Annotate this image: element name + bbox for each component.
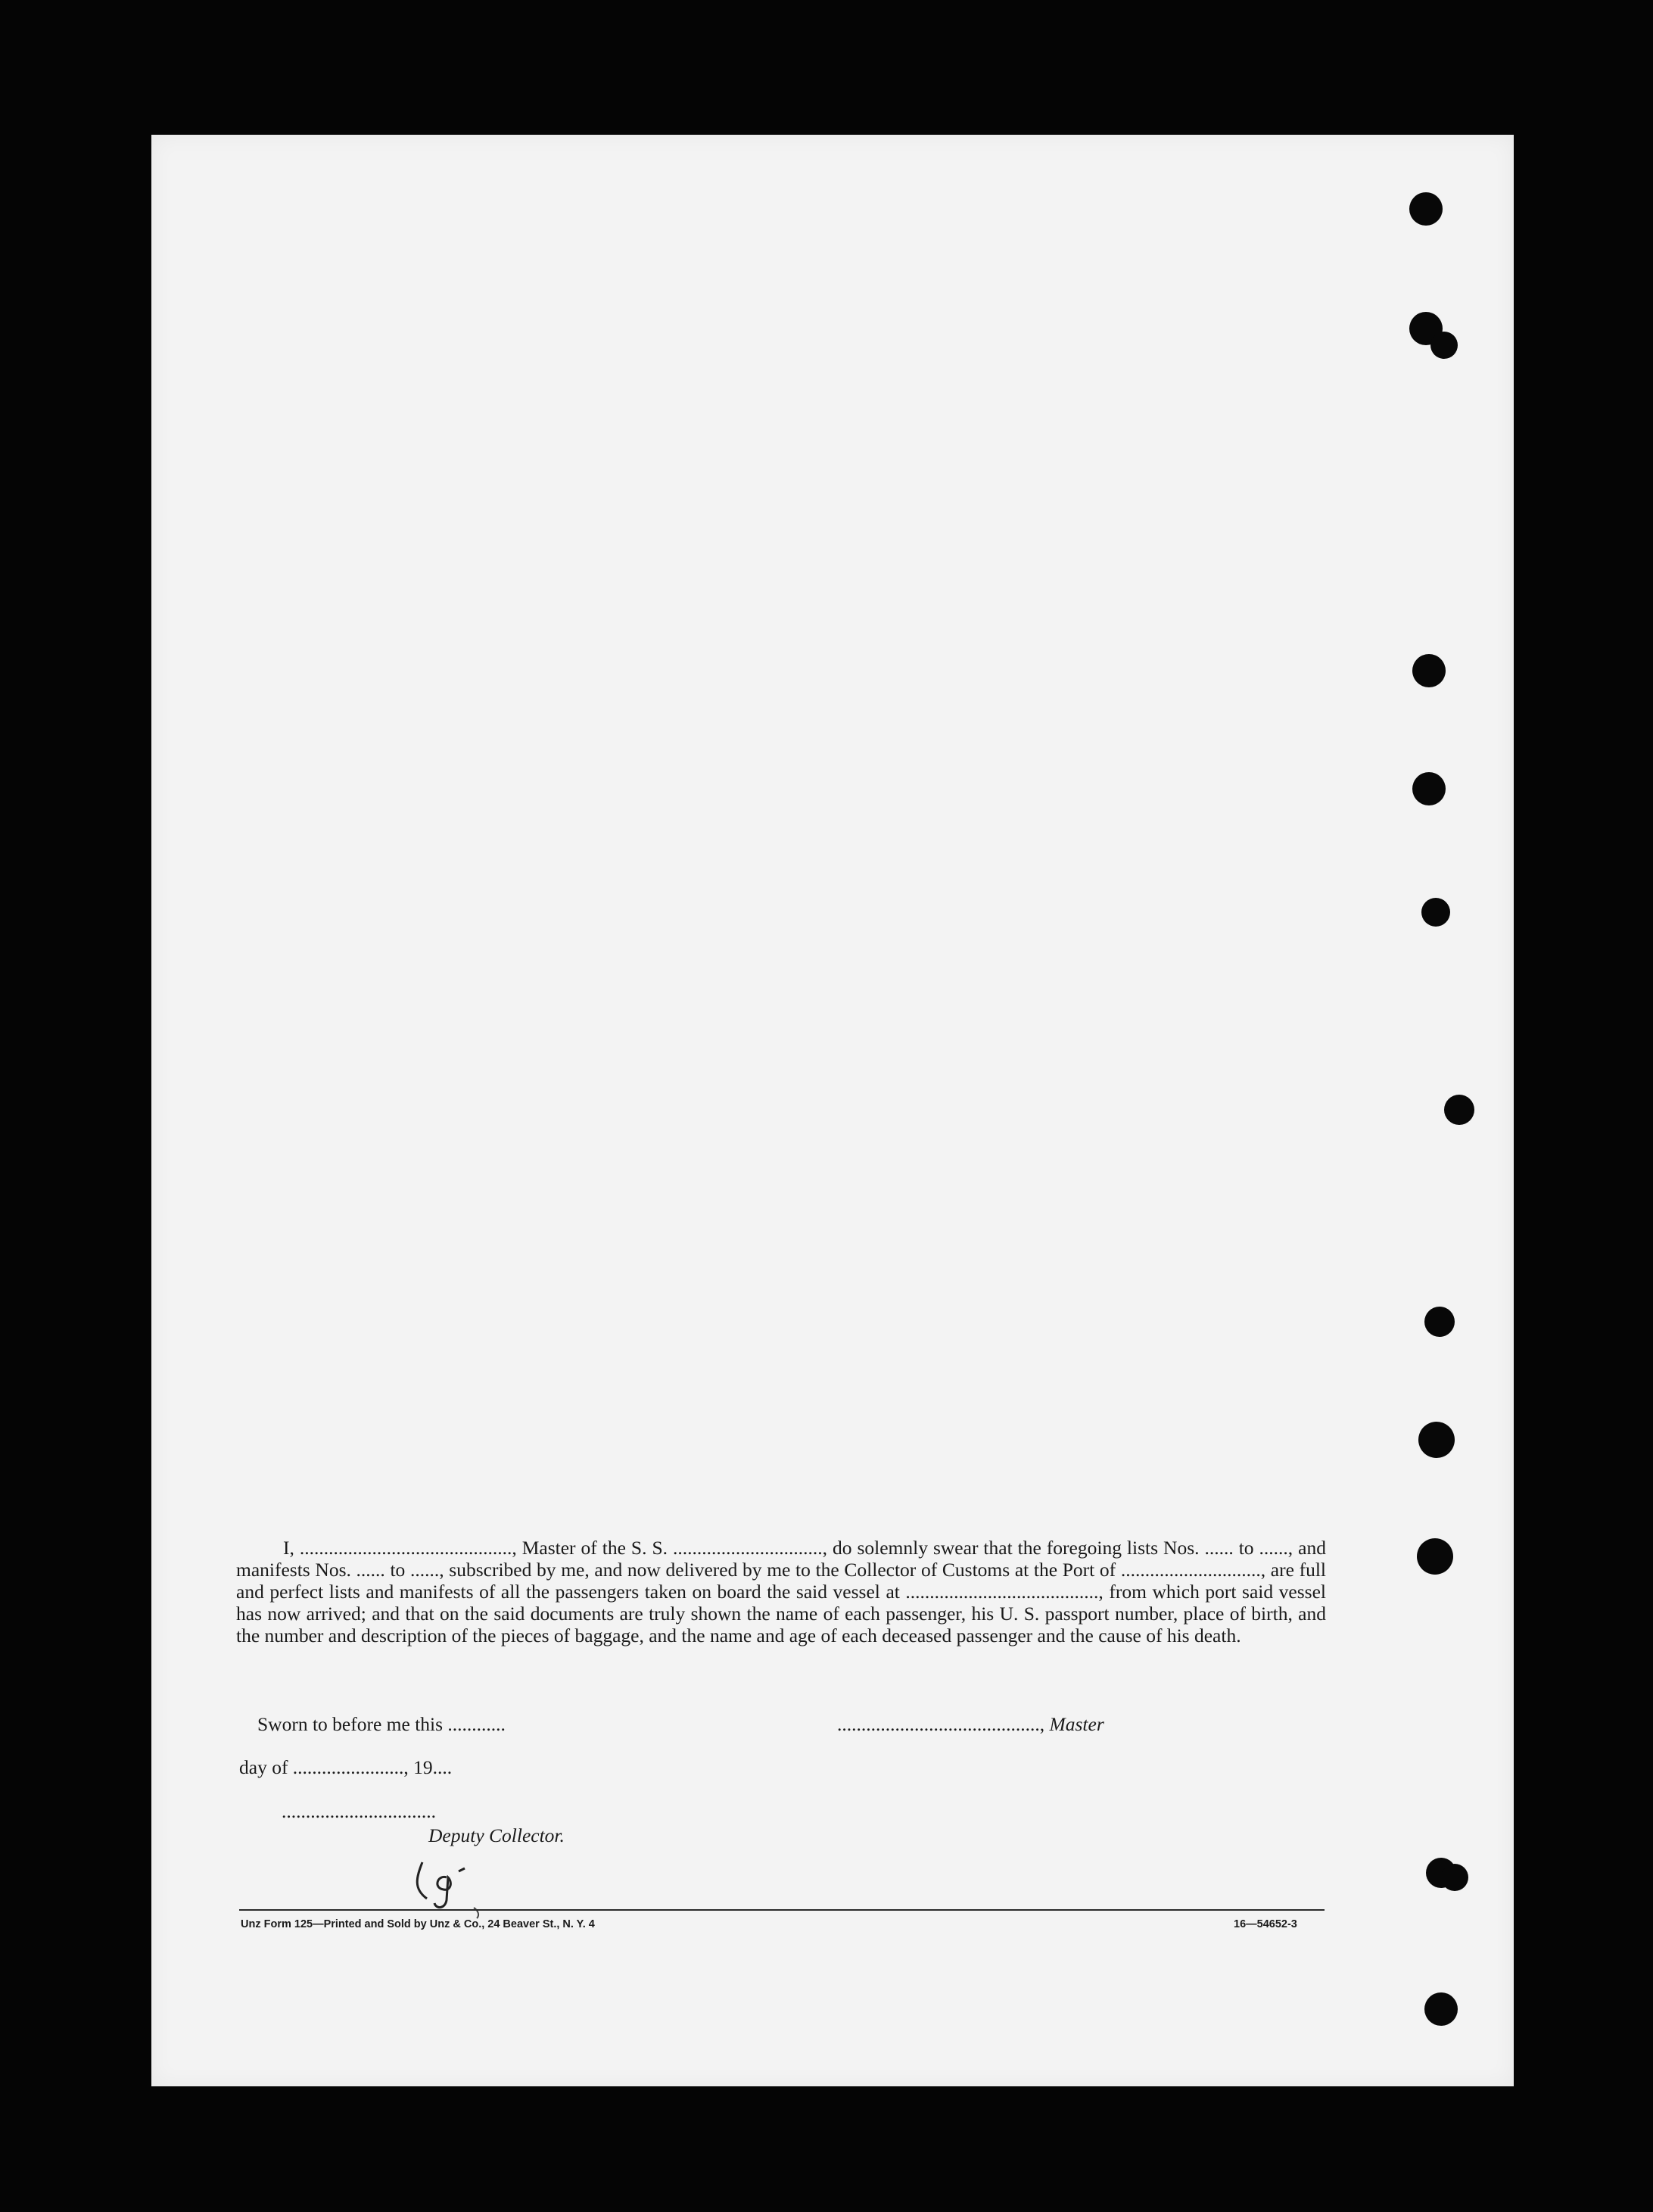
- punch-hole: [1424, 1992, 1458, 2026]
- master-signature-line: [837, 1713, 1104, 1736]
- printer-credit: Unz Form 125—Printed and Sold by Unz & Co., 24 Beaver St., N. Y. 4: [241, 1918, 595, 1930]
- master-dots: ..........................................,: [837, 1713, 1045, 1735]
- oath-paragraph: I, ............................................, Master of the S. S. ..............................., do solemnly swear that the foregoing lists Nos. ...... to ......, and manifests Nos. ...... to ......, subscribed by me, and now delivered by me to the Collector of Customs at the Port of ............................., are full and perfect lists and manifests of all the passengers taken on board the said vessel at ........................................, from which port said vessel has now arrived; and that on the said documents are truly shown the name of each passenger, his U. S. passport number, place of birth, and the number and description of the pieces of baggage, and the name and age of each deceased passenger and the cause of his death.: [236, 1537, 1326, 1647]
- punch-hole: [1421, 898, 1450, 927]
- punch-hole: [1424, 1307, 1455, 1337]
- punch-hole: [1412, 772, 1446, 805]
- punch-hole: [1441, 1864, 1468, 1891]
- punch-hole: [1418, 1422, 1455, 1458]
- form-number: 16—54652-3: [1234, 1918, 1297, 1930]
- deputy-collector-label: Deputy Collector.: [428, 1824, 565, 1846]
- collector-dots: ................................: [282, 1800, 436, 1822]
- handwritten-mark: [401, 1855, 507, 1923]
- punch-hole: [1444, 1095, 1474, 1125]
- day-line: day of ......................., 19....: [239, 1756, 453, 1778]
- footer-rule: [239, 1909, 1325, 1911]
- sworn-line: Sworn to before me this ............: [257, 1713, 506, 1735]
- punch-hole: [1417, 1538, 1453, 1575]
- form-page: [151, 135, 1514, 2086]
- oath-text: [236, 1537, 1326, 1647]
- punch-hole: [1430, 332, 1458, 359]
- master-label: Master: [1049, 1713, 1104, 1735]
- punch-hole: [1409, 192, 1443, 226]
- punch-hole: [1412, 654, 1446, 687]
